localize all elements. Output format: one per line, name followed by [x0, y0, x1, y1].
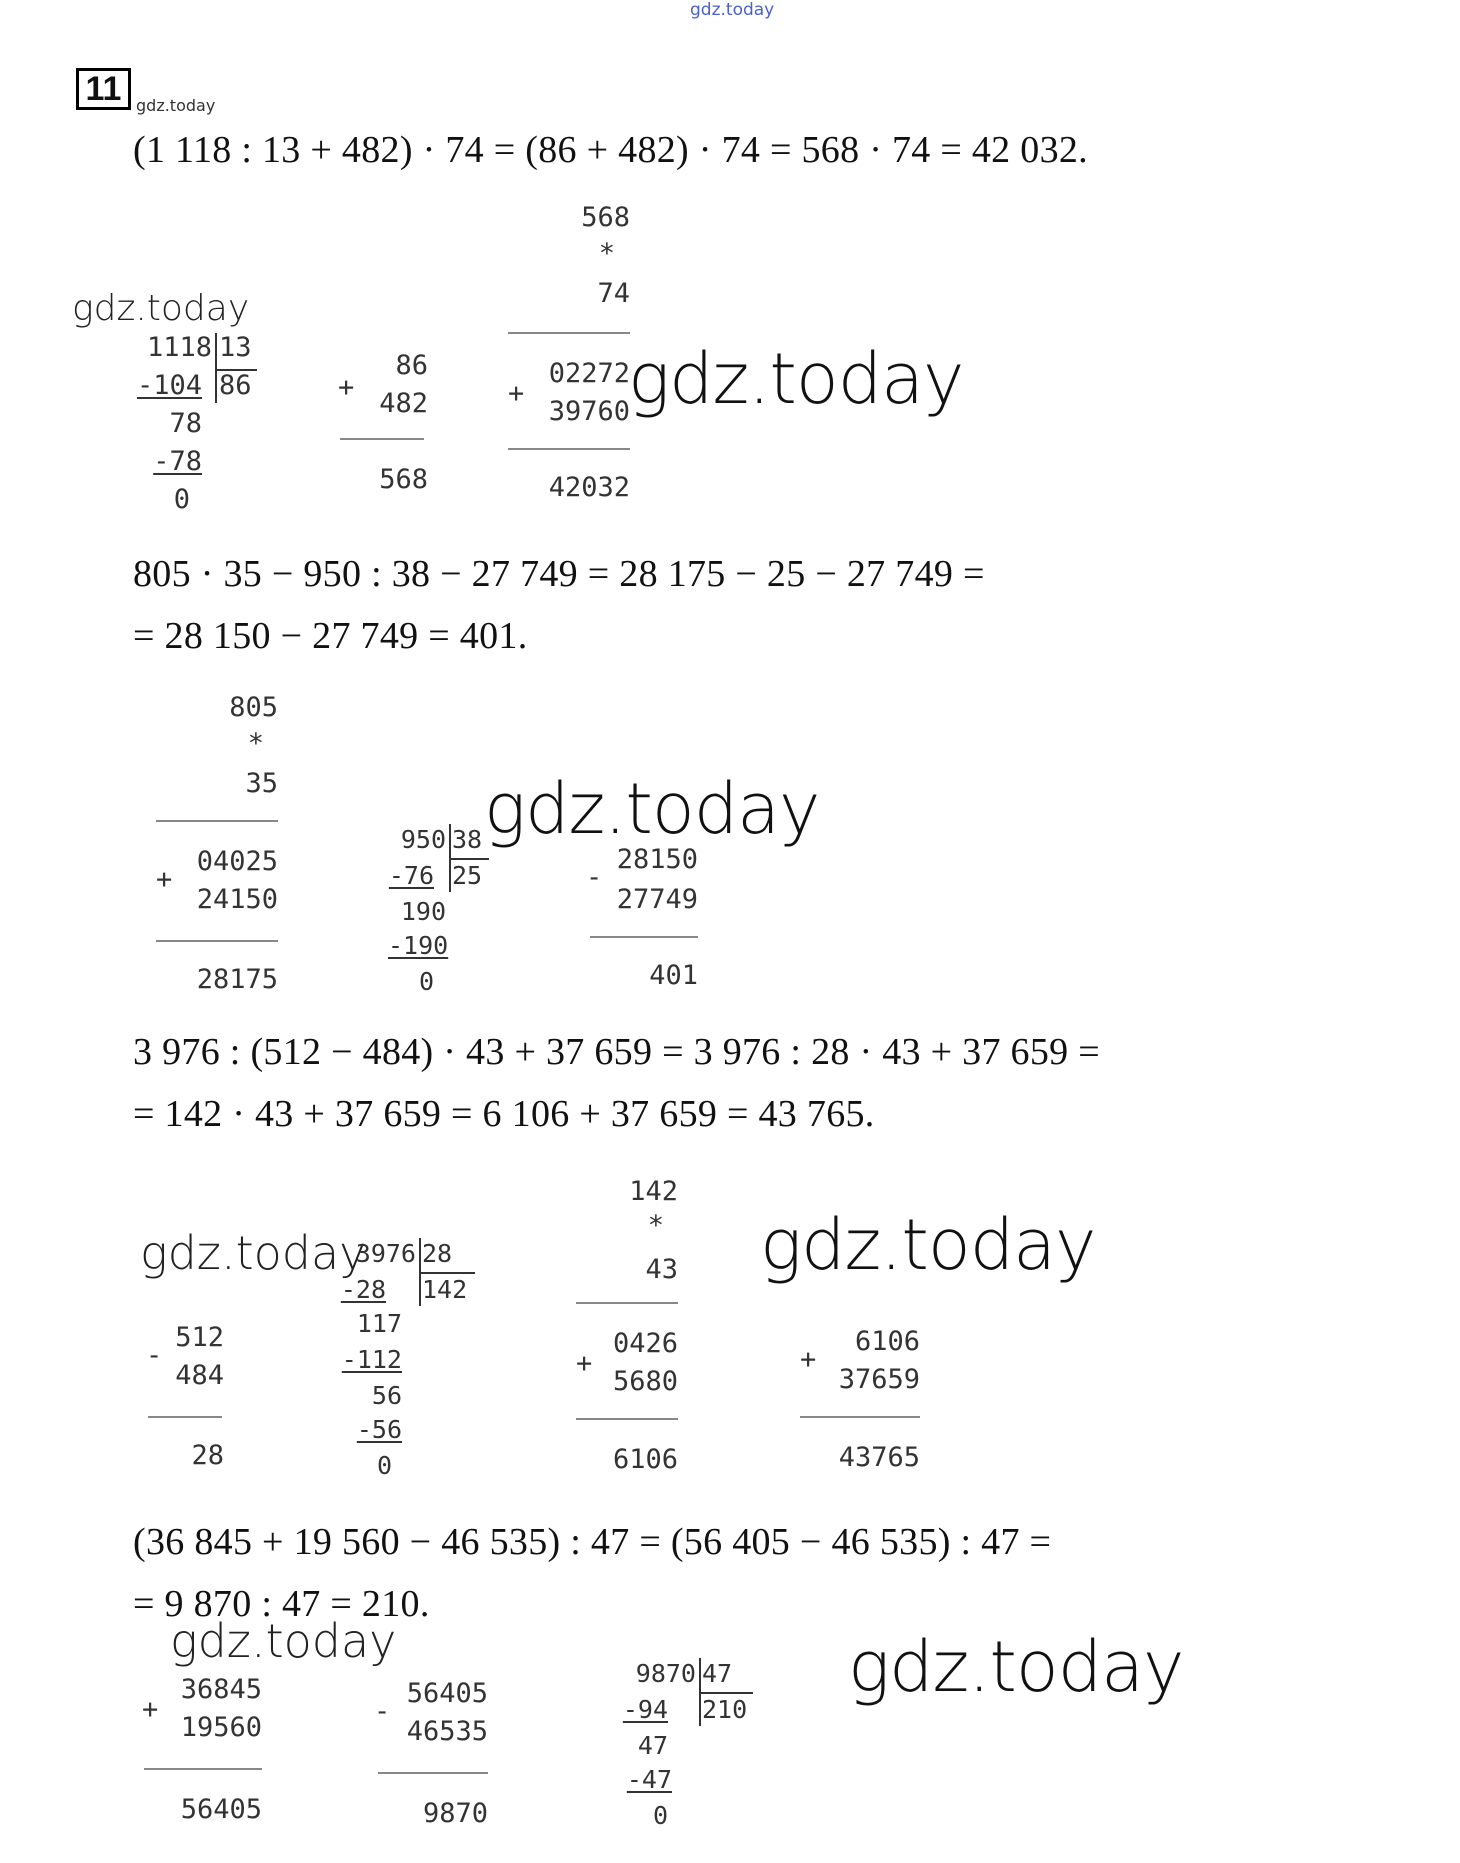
remainder: 0 — [652, 1801, 668, 1830]
watermark: gdz.today — [140, 1226, 367, 1280]
subtrahend: -104 — [136, 370, 202, 401]
quotient: 25 — [452, 861, 483, 890]
dividend: 3976 — [355, 1239, 416, 1268]
subtrahend: -56 — [356, 1415, 402, 1444]
product: 6106 — [612, 1444, 678, 1475]
minuend: 512 — [175, 1322, 224, 1353]
remainder: 0 — [418, 967, 434, 996]
plus-sign: + — [338, 372, 355, 403]
column-addition-3 — [140, 1670, 280, 1850]
column-addition-2 — [798, 1322, 938, 1492]
partial-product: 24150 — [196, 884, 278, 915]
equation-3-line-1: 3 976 : (512 − 484) · 43 + 37 659 = 3 976 : 28 · 43 + 37 659 = — [133, 1031, 1100, 1073]
subtrahend: -28 — [340, 1275, 386, 1304]
product: 42032 — [548, 472, 630, 503]
subtrahend: 484 — [175, 1360, 224, 1391]
minus-sign: - — [374, 1696, 391, 1727]
addend: 86 — [395, 350, 428, 381]
minus-sign: - — [586, 862, 603, 893]
partial-product: 39760 — [548, 396, 630, 427]
factor: 74 — [597, 278, 630, 309]
subtrahend: -78 — [153, 446, 202, 477]
times-sign: * — [647, 1210, 664, 1241]
column-multiplication-2 — [150, 688, 290, 1008]
column-addition-1 — [338, 346, 448, 506]
watermark: gdz.today — [628, 338, 964, 420]
subtrahend: -76 — [388, 861, 434, 890]
remainder: 0 — [173, 484, 190, 515]
watermark-top: gdz.today — [690, 0, 775, 20]
quotient: 86 — [219, 370, 252, 401]
long-division-3 — [340, 1234, 480, 1494]
remainder: 56 — [371, 1381, 402, 1410]
quotient: 210 — [702, 1695, 748, 1724]
subtrahend: -112 — [341, 1345, 402, 1374]
dividend: 1118 — [146, 332, 212, 363]
equation-2-line-1: 805 · 35 − 950 : 38 − 27 749 = 28 175 − 25 − 27 749 = — [133, 553, 985, 595]
column-subtraction-1 — [586, 840, 716, 1010]
watermark-small: gdz.today — [136, 96, 216, 115]
remainder: 47 — [637, 1731, 668, 1760]
minuend: 28150 — [616, 844, 698, 875]
watermark: gdz.today — [170, 1614, 397, 1668]
watermark: gdz.today — [484, 768, 820, 850]
long-division-1 — [130, 328, 270, 518]
factor: 35 — [245, 768, 278, 799]
addend: 6106 — [854, 1326, 920, 1357]
times-sign: * — [598, 238, 615, 269]
subtrahend: 27749 — [616, 884, 698, 915]
dividend: 9870 — [635, 1659, 696, 1688]
column-subtraction-3 — [374, 1674, 514, 1854]
difference: 401 — [649, 960, 698, 991]
product: 28175 — [196, 964, 278, 995]
remainder: 78 — [169, 408, 202, 439]
divisor: 28 — [422, 1239, 453, 1268]
sum: 568 — [379, 464, 428, 495]
divisor: 13 — [219, 332, 252, 363]
subtrahend: -47 — [626, 1765, 672, 1794]
sum: 56405 — [180, 1794, 262, 1825]
times-sign: * — [247, 728, 264, 759]
partial-product: 5680 — [612, 1366, 678, 1397]
addend: 482 — [379, 388, 428, 419]
divisor: 47 — [702, 1659, 733, 1688]
equation-1: (1 118 : 13 + 482) · 74 = (86 + 482) · 74 = 568 · 74 = 42 032. — [133, 129, 1088, 171]
factor: 43 — [645, 1254, 678, 1285]
watermark: gdz.today — [72, 288, 250, 329]
remainder: 190 — [400, 897, 446, 926]
divisor: 38 — [452, 825, 483, 854]
subtrahend: -190 — [388, 931, 449, 960]
plus-sign: + — [156, 864, 173, 895]
task-number: 11 — [76, 68, 131, 110]
dividend: 950 — [400, 825, 446, 854]
equation-2-line-2: = 28 150 − 27 749 = 401. — [133, 615, 528, 657]
partial-product: 0426 — [612, 1328, 678, 1359]
equation-4-line-1: (36 845 + 19 560 − 46 535) : 47 = (56 405 − 46 535) : 47 = — [133, 1521, 1052, 1563]
long-division-4 — [620, 1654, 760, 1854]
sum: 43765 — [838, 1442, 920, 1473]
subtrahend: 46535 — [406, 1716, 488, 1747]
plus-sign: + — [800, 1344, 817, 1375]
factor: 568 — [581, 202, 630, 233]
addend: 36845 — [180, 1674, 262, 1705]
equation-3-line-2: = 142 · 43 + 37 659 = 6 106 + 37 659 = 43 765. — [133, 1093, 875, 1135]
column-multiplication-3 — [574, 1172, 694, 1492]
minus-sign: - — [146, 1340, 163, 1371]
plus-sign: + — [576, 1348, 593, 1379]
difference: 28 — [191, 1440, 224, 1471]
difference: 9870 — [422, 1798, 488, 1829]
partial-product: 04025 — [196, 846, 278, 877]
plus-sign: + — [508, 378, 525, 409]
partial-product: 02272 — [548, 358, 630, 389]
remainder: 117 — [356, 1309, 402, 1338]
subtrahend: -94 — [622, 1695, 668, 1724]
minuend: 56405 — [406, 1678, 488, 1709]
addend: 37659 — [838, 1364, 920, 1395]
addend: 19560 — [180, 1712, 262, 1743]
remainder: 0 — [376, 1451, 392, 1480]
column-subtraction-2 — [146, 1318, 256, 1478]
long-division-2 — [388, 820, 498, 1010]
equation-4-line-2: = 9 870 : 47 = 210. — [133, 1583, 430, 1625]
quotient: 142 — [422, 1275, 468, 1304]
watermark: gdz.today — [760, 1204, 1096, 1286]
factor: 805 — [229, 692, 278, 723]
column-multiplication-1 — [500, 198, 640, 518]
factor: 142 — [629, 1176, 678, 1207]
watermark: gdz.today — [848, 1626, 1184, 1708]
plus-sign: + — [142, 1694, 159, 1725]
